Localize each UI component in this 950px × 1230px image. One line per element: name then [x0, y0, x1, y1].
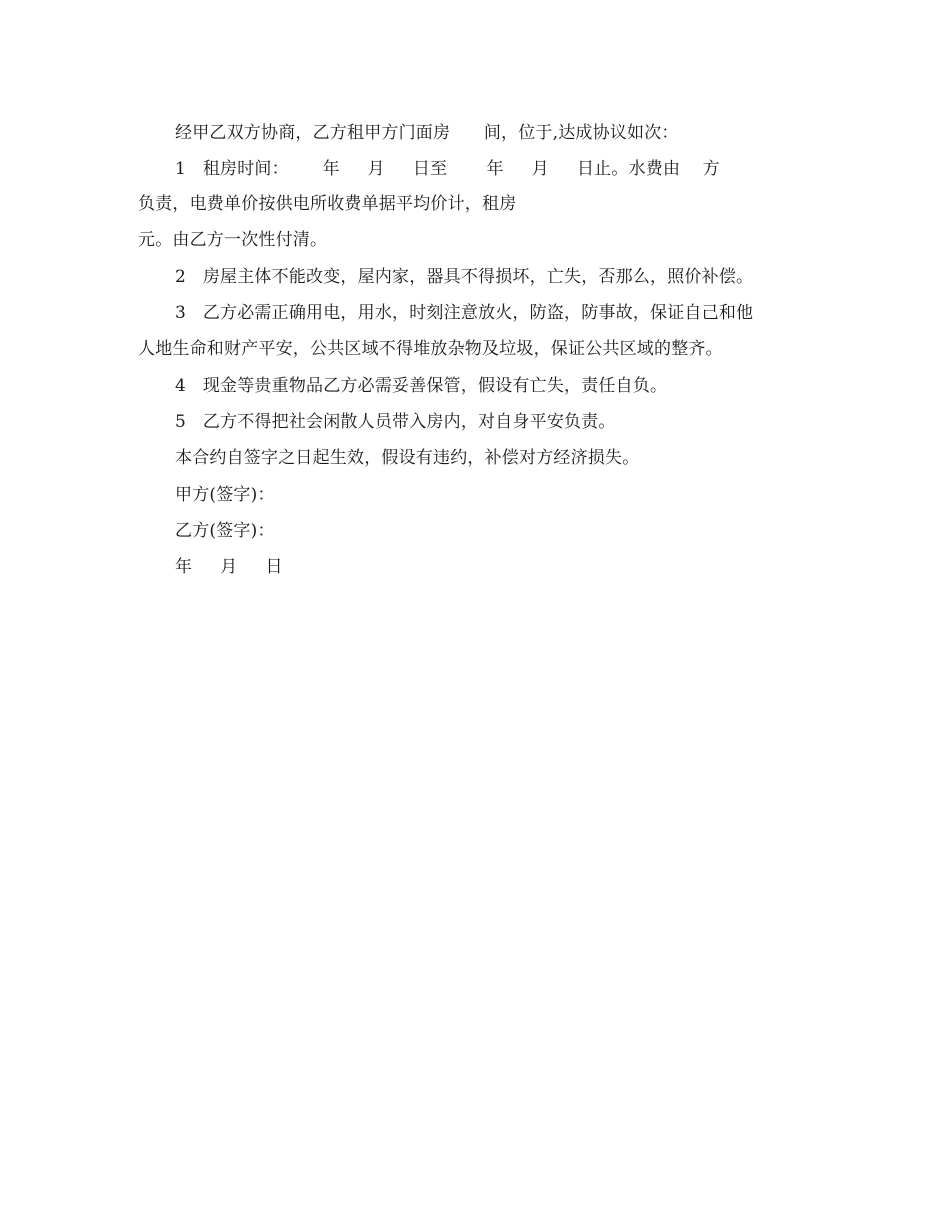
clause-1-line-2: 负责，电费单价按供电所收费单据平均价计，租房 [138, 194, 517, 214]
clause-3-line-1: 3 乙方必需正确用电，用水，时刻注意放火，防盗，防事故，保证自己和他 [175, 303, 754, 323]
clause-1-line-3: 元。由乙方一次性付清。 [138, 230, 328, 250]
party-b-signature: 乙方(签字)： [175, 521, 275, 541]
clause-3-line-2: 人地生命和财产平安，公共区域不得堆放杂物及垃圾，保证公共区域的整齐。 [138, 339, 723, 359]
effective-clause: 本合约自签字之日起生效，假设有违约，补偿对方经济损失。 [175, 448, 640, 468]
clause-5: 5 乙方不得把社会闲散人员带入房内，对自身平安负责。 [175, 412, 616, 432]
intro-paragraph: 经甲乙双方协商，乙方租甲方门面房 间，位于,达成协议如次： [175, 123, 679, 143]
clause-2: 2 房屋主体不能改变，屋内家，器具不得损坏，亡失，否那么，照价补偿。 [175, 267, 754, 287]
clause-1-line-1: 1 租房时间： 年 月 日至 年 月 日止。水费由 方 [175, 159, 720, 179]
signing-date: 年 月 日 [175, 557, 283, 577]
party-a-signature: 甲方(签字)： [175, 485, 275, 505]
clause-4: 4 现金等贵重物品乙方必需妥善保管，假设有亡失，责任自负。 [175, 376, 668, 396]
